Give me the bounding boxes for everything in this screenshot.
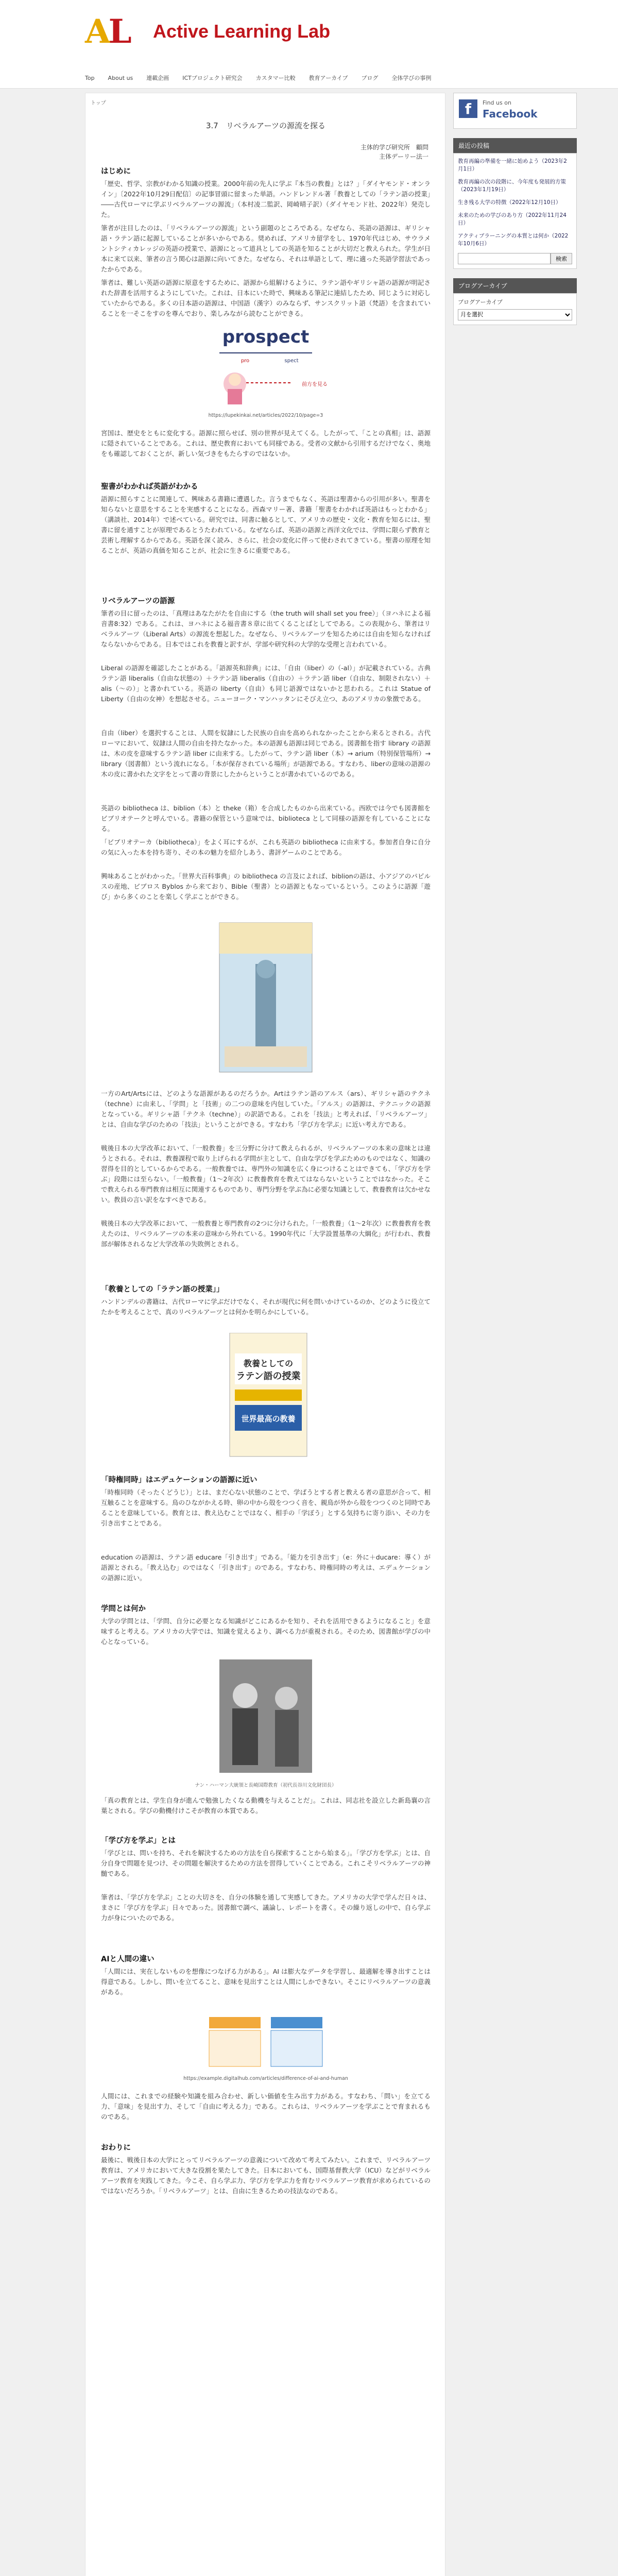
search-input[interactable]	[458, 253, 551, 264]
section-heading: 「教養としての「ラテン語の授業」」	[101, 1285, 224, 1294]
paragraph: 「歴史、哲学、宗教がわかる知識の授業。2000年前の先人に学ぶ『本当の教養』とは？」「ダイヤモンド・オンライン」〔2022年10月29日配信〕の記事冒頭に留まった単語。ハンドレンドル著「教養としての「ラテン語の授業」――古代ローマに学ぶリベラルアーツの源流」（本村凌二監訳、岡崎晴子訳）（ダイヤモンド社、2022年）発売した。	[101, 180, 431, 218]
section-heading: はじめに	[101, 167, 131, 176]
paragraph: Liberal の語源を確認したことがある。「語源英和辞典」には、「自由（liber）の（-al）」が記載されている。古典ラテン語 liberalis（自由な状態の）＋ラテン語 liberalis（自由の）＋ラテン語 liber（自由な、制限されない）＋ alis（～の）」と書かれている。英語の liberty（自由）も同じ語源ではないかと思われる。これは Statue of Liberty（自由の女神）を想起させる。ニューヨーク・マンハッタンにそびえ立つ、あのアメリカの象徴である。	[101, 664, 431, 703]
historical-photo	[85, 1659, 446, 1778]
paragraph: 筆者は、「学び方を学ぶ」ことの大切さを、自分の体験を通して実感してきた。アメリカの大学で学んだ日々は、まさに「学び方を学ぶ」日々であった。図書館で調べ、議論し、レポートを書く。その繰り返しの中で、自ら学ぶ力が身についたのである。	[101, 1893, 431, 1922]
paragraph: 自由（liber）を選択することは、人間を奴隷にした民族の自由を高められなかったことから来るとされる。古代ローマにおいて、奴隷は人間の自由を持たなかった。本の語源も語源は同じである。図書館を指す library の語源は、木の皮を意味するラテン語 liber に由来する。したがって、ラテン語 liber（本）→ arium（特別保管場所）→ library（図書館）という流れになる。「本が保存されている場所」が語源である。すなわち、liberの意味の語源の木の皮に書かれた文字をとって書の背景にしたからということが書かれているのである。	[101, 729, 431, 778]
recent-post-link[interactable]: 生き残る大学の特徴（2022年12月10日）	[458, 199, 561, 206]
prospect-illustration	[85, 322, 446, 410]
statue-book-cover	[85, 918, 446, 1082]
paragraph: 人間には、これまでの経験や知識を組み合わせ、新しい価値を生み出す力がある。すなわち、「問い」を立てる力、「意味」を見出す力、そして「自由に考える力」である。これらは、リベラルアーツを学ぶことで育まれるものである。	[101, 2092, 431, 2121]
article-title: 3.7 リベラルアーツの源流を探る	[205, 121, 326, 130]
nav-item-archive[interactable]: 教育アーカイブ	[308, 75, 348, 81]
archive-label: ブログアーカイブ	[458, 299, 503, 306]
paragraph: 一方のArt/Artsには、どのような語源があるのだろうか。Artはラテン語のアルス（ars）、ギリシャ語のテクネ（techne）に由来し、「学問」と「技術」の二つの意味を内包していた。「アルス」の語源は、テクニックの語源となっている。ギリシャ語「テクネ（techne）」の訳語である。これを「技法」と考えれば、「リベラルアーツ」とは、自由な学びのための「技法」ということができる。すなわち「学び方を学ぶ」に近い考え方である。	[101, 1090, 431, 1128]
paragraph: 「ビブリオテーカ（bibliotheca）」をよく耳にするが、これも英語の bibliotheca に由来する。参加者自身に自分の気に入った本を持ち寄り、その本の魅力を紹介しあう、書評ゲームのことである。	[101, 838, 431, 856]
figure-caption: ナン・ハーマン大統領と長崎国際教育（初代長谷川文化財団長）	[195, 1783, 337, 1788]
sidebar	[453, 93, 577, 711]
paragraph: 「時権同時（そったくどうじ）」とは、まだ心ない状態のことで、学ばうとする者と教える者の意思が合って、相互触ることを意味する。鳥のひながかえる時、卵の中から殻をつつく音を、親鳥が外から殻をつつくのと同時であることを意味している。教育とは、教え込むことではなく、相手の「学ぼう」とする気持ちに寄り添い、その力を引き出すことである。	[101, 1488, 431, 1527]
figure-caption: https://lupekinkai.net/articles/2022/10/page=3	[208, 413, 323, 418]
author-affiliation: 主体的学び研究所 顧問	[360, 144, 428, 151]
paragraph: 興味あることがわかった。「世界大百科事典」の bibliotheca の言及によれば、biblionの語は、小アジアのパピルスの産地、ビブロス Byblos から来ており、Bible（聖書）との語源ともなっているという。このように語源「遊び」から多くのことを楽しく学ぶことができる。	[101, 872, 431, 901]
nav-item-about[interactable]: About us	[108, 75, 133, 81]
paragraph: 戦後日本の大学改革において、一般教養と専門教育の2つに分けられた。「一般教養」（1～2年次）に教養教育を教えたのは、リベラルアーツの本来の意味から外れている。1990年代に「大学設置基準の大綱化」が行われ、教養部が解体されるなど大学改革の失敗例とされる。	[101, 1219, 431, 1248]
nav-item-cases[interactable]: 全体学びの事例	[391, 75, 432, 81]
svg-text:prospect: prospect	[222, 327, 310, 347]
archive-box	[453, 293, 577, 325]
breadcrumb[interactable]: トップ	[91, 100, 106, 106]
paragraph: 「人間には、実在しないものを想像につなげる力がある」。AI は膨大なデータを学習し、最適解を導き出すことは得意である。しかし、問いを立てること、意味を見出すことは人間にしかできない。そこにリベラルアーツの意義がある。	[101, 1968, 431, 1996]
recent-post-link[interactable]: 教育再編の準備を一緒に始めよう（2023年2月1日）	[458, 158, 567, 172]
nav-item-ict[interactable]: ICTプロジェクト研究会	[182, 75, 243, 81]
section-heading: 学問とは何か	[101, 1605, 146, 1613]
svg-text:pro: pro	[241, 358, 250, 364]
nav-item-series[interactable]: 連載企画	[146, 75, 169, 81]
main-nav	[85, 72, 442, 84]
svg-text:世界最高の教養: 世界最高の教養	[241, 1414, 296, 1423]
facebook-name: Facebook	[483, 108, 538, 120]
paragraph: 筆者が注目したのは、「リベラルアーツの源流」という副題のところである。なぜなら、英語の語源は、ギリシャ語・ラテン語に起源していることが多いからである。奨めれば、アメリカ留学をし、1970年代はじめ、サウラメントシティカレッジの英語の授業で、語源にとって道具としての英語を知ることが大切だと教えられた。学生が日本に来て以来、筆者の言う関心は語源に向いてきた。なぜなら、それは単語として、理に適った英語学習法であったからである。	[101, 224, 431, 273]
paragraph: 英語の bibliotheca は、biblion（本）と theke（箱）を合成したものから出来ている。西欧では今でも図書館をビブリオテークと呼んでいる。書籍の保管という意味では、biblioteca として同様の語源を有していることになる。	[101, 804, 431, 833]
recent-posts-list	[453, 153, 577, 269]
author-name: 主体デーリー法一	[379, 153, 428, 160]
recent-post-link[interactable]: 未来のための学びのあり方（2022年11月24日）	[458, 212, 566, 226]
section-heading: 「学び方を学ぶ」とは	[101, 1837, 176, 1845]
paragraph: 「真の教育とは、学生自身が進んで勉強したくなる動機を与えることだ」。これは、同志社を設立した新島襄の言葉とされる。学びの動機付けこそが教育の本質である。	[101, 1797, 431, 1815]
section-heading: 聖書がわかれば英語がわかる	[101, 483, 198, 491]
facebook-label: Find us on	[483, 99, 511, 106]
nav-item-top[interactable]: Top	[85, 75, 95, 81]
section-heading: おわりに	[101, 2144, 131, 2152]
facebook-icon: f	[459, 99, 477, 118]
section-heading: 「時権同時」はエデュケーションの語源に近い	[101, 1476, 258, 1484]
latin-book-cover	[85, 1333, 446, 1462]
nav-item-blog[interactable]: ブログ	[361, 75, 379, 81]
section-heading: リベラルアーツの語源	[101, 597, 175, 605]
paragraph: 最後に、戦後日本の大学にとってリベラルアーツの意義について改めて考えてみたい。これまで、リベラルアーツ教育は、アメリカにおいて大きな役割を果たしてきた。日本においても、国際基督教大学（ICU）などがリベラルアーツ教育を実践してきた。今こそ、自ら学ぶ力、学び方を学ぶ力を育むリベラルアーツ教育が求められているのではないだろうか。「リベラルアーツ」とは、自由に生きるための技法なのである。	[101, 2156, 431, 2195]
section-heading: AIと人間の違い	[101, 1955, 154, 1963]
search-form	[458, 253, 572, 264]
recent-posts-heading: 最近の投稿	[453, 138, 577, 153]
paragraph: 宮国は、歴史をともに変化する。語源に照らせば、別の世界が見えてくる。したがって、「ことの真相」は、語源に隠されていることである。これは、歴史教育においても同様である。受者の文献から引用するだけでなく、奥地をも確認しておくことが、新しい気づきをもたらすのではないか。	[101, 429, 431, 457]
paragraph: 筆者は、難しい英語の語源に原意をするために、語源から組解けるように、ラテン語やギリシャ語の語源が明記された辞書を活用するようにしていた。これは、日本にいた時で、興味ある筆記に連結したため、同じように対応していたからである。多くの日本語の語源は、中国語（漢字）のみならず、サンスクリット語（梵語）を含まれていることを一そこをすのを尊んでおり、楽しみながら読むことができる。	[101, 279, 431, 317]
blog-archive-heading: ブログアーカイブ	[453, 278, 577, 293]
search-button[interactable]: 検索	[551, 253, 572, 264]
svg-text:前方を見る: 前方を見る	[302, 382, 328, 387]
recent-post-link[interactable]: アクティブラーニングの本質とは何か（2022年10月6日）	[458, 233, 569, 247]
archive-select[interactable]	[458, 309, 572, 320]
paragraph: 戦後日本の大学改革において、「一般教養」を三分野に分けて教えられるが、リベラルアーツの本来の意味とは違うとされる。それは、教養課程で取り上げられる学問が主として、自由な学びを学ぶためのものではなく、知識の習得を目的としているからである。一般教養では、専門外の知識を広く身につけることはできても、「学び方を学ぶ」段階には至らない。「一般教養」（1～2年次）に教養教育を教えてはならないということではなかった。そこで教えられる専門教育は相互に関連するものであり、専門分野を学ぶ為に必要な知識として、教養教育は欠かせない。教員の言い訳をなすべきである。	[101, 1144, 431, 1204]
paragraph: education の語源は、ラテン語 educare「引き出す」である。「能力を引き出す」（e：外に＋ducare：導く）が語源とされる。「教え込む」のではなく「引き出す」のである。すなわち、時権同時の考えは、エデュケーションの語源に近い。	[101, 1553, 431, 1582]
figure-caption: https://example.digitalhub.com/articles/difference-of-ai-and-human	[183, 2076, 348, 2081]
site-header	[0, 0, 618, 89]
paragraph: 筆者の目に留ったのは、「真理はあなたがたを自由にする（the truth will shall set you free）」（ヨハネによる福音書8:32）である。これは、ヨハネによる福音書８章に出てくることばとしてである。この表現から、筆者はリベラルアーツ（Liberal Arts）の源流を想起した。なぜなら、リベラルアーツを知るためには自由を知らなければならないからである。日本ではこれを教養と訳すが、学部や研究科の大学的な受理と言われている。	[101, 609, 431, 648]
paragraph: 大学の学問とは、「学問、自分に必要となる知識がどこにあるかを知り、それを活用できるようになること」を意味すると考える。アメリカの大学では、知識を覚えるより、調べる力が重視される。そのため、図書館が学びの中心となっている。	[101, 1617, 431, 1646]
paragraph: 「学びとは、問いを持ち、それを解決するための方法を自ら探索することから始まる」。「学び方を学ぶ」とは、自分自身で問題を見つけ、その問題を解決するための方法を習得していくことである。これこそリベラルアーツの神髄である。	[101, 1849, 431, 1877]
recent-post-link[interactable]: 教育再編の次の段階に、今年度も発展的方策（2023年1月19日）	[458, 179, 566, 193]
facebook-widget[interactable]	[453, 93, 577, 129]
article-container	[85, 93, 445, 2576]
ai-vs-human-diagram	[85, 2012, 446, 2074]
paragraph: ハンドンデルの書籍は、古代ローマに学ぶだけでなく、それが現代に何を問いかけているのか、どのように役立てたかを考えることで、真のリベラルアーツとは何かを明らかにしている。	[101, 1298, 431, 1316]
svg-text:ラテン語の授業: ラテン語の授業	[236, 1371, 301, 1382]
article-authors	[360, 143, 428, 161]
site-logo[interactable]	[85, 14, 342, 49]
site-name: Active Learning Lab	[153, 21, 331, 42]
svg-text:spect: spect	[284, 358, 299, 364]
logo-mark: AL	[85, 12, 130, 51]
paragraph: 語源に照らすことに関連して、興味ある書籍に遭遇した。言うまでもなく、英語は聖書からの引用が多い。聖書を知らないと意思をすることを実感することになる。西森マリー著、書籍「聖書をわかれば英語はもっとわかる」（講談社、2014年）で述べている。研究では、同書に触るとして、アメリカの歴史・文化・教育を知るには、聖書に留を通すことが原理であるとうたわれている。なぜならば、英語の語源と西洋文化では、学問に限らず教育と芸術し理解するからである。英語を深く読み、さらに、社会の変化に伴って使わされてきている。聖書の原理を知ることが、英語の真価を知ることが、社会に生きるに重要である。	[101, 495, 431, 554]
svg-text:教養としての: 教養としての	[243, 1359, 294, 1368]
nav-item-compare[interactable]: カスタマー比較	[255, 75, 296, 81]
